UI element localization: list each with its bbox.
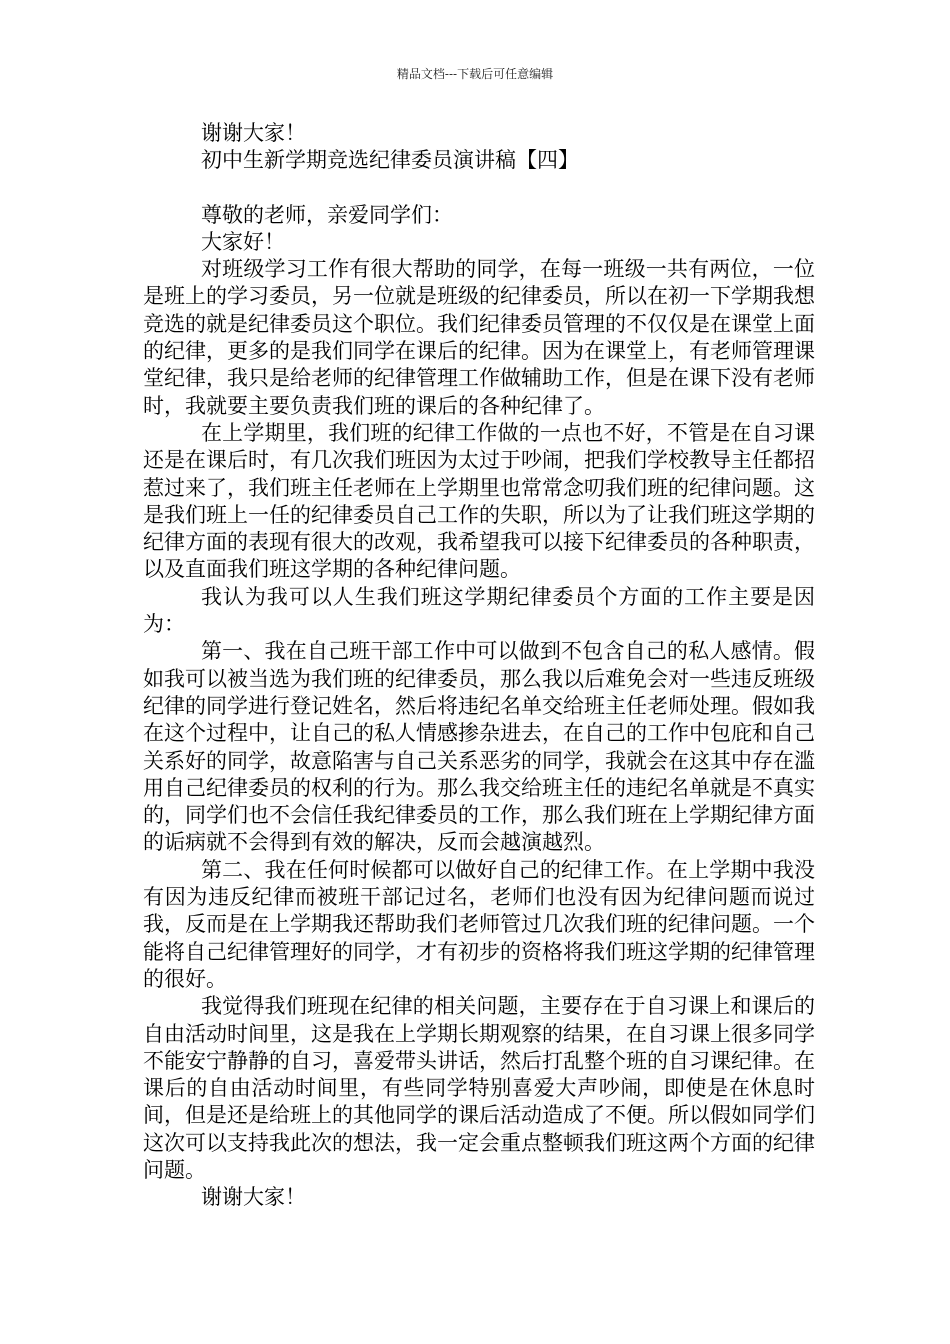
paragraph-3: 我认为我可以人生我们班这学期纪律委员个方面的工作主要是因为： bbox=[143, 584, 815, 637]
closing-thanks: 谢谢大家！ bbox=[201, 1185, 306, 1210]
page-header: 精品文档---下载后可任意编辑 bbox=[396, 67, 554, 81]
paragraph-1: 对班级学习工作有很大帮助的同学，在每一班级一共有两位，一位是班上的学习委员，另一位就是班级的纪律委员，所以在初一下学期我想竞选的就是纪律委员这个职位。我们纪律委员管理的不仅仅是在课堂上面的纪律，更多的是我们同学在课后的纪律。因为在课堂上，有老师管理课堂纪律，我只是给老师的纪律管理工作做辅助工作，但是在课下没有老师时，我就要主要负责我们班的课后的各种纪律了。 bbox=[143, 257, 815, 418]
salutation: 尊敬的老师，亲爱同学们： bbox=[201, 202, 453, 227]
closing-thanks-previous: 谢谢大家！ bbox=[201, 121, 306, 145]
paragraph-6: 我觉得我们班现在纪律的相关问题，主要存在于自习课上和课后的自由活动时间里，这是我在上学期长期观察的结果，在自习课上很多同学不能安宁静静的自习，喜爱带头讲话，然后打乱整个班的自习课纪律。在课后的自由活动时间里，有些同学特别喜爱大声吵闹，即使是在休息时间，但是还是给班上的其他同学的课后活动造成了不便。所以假如同学们这次可以支持我此次的想法，我一定会重点整顿我们班这两个方面的纪律问题。 bbox=[143, 994, 815, 1182]
document-body bbox=[143, 120, 815, 1212]
paragraph-5: 第二、我在任何时候都可以做好自己的纪律工作。在上学期中我没有因为违反纪律而被班干部记过名，老师们也没有因为纪律问题而说过我，反而是在上学期我还帮助我们老师管过几次我们班的纪律问题。一个能将自己纪律管理好的同学，才有初步的资格将我们班这学期的纪律管理的很好。 bbox=[143, 857, 815, 991]
speech-title: 初中生新学期竞选纪律委员演讲稿【四】 bbox=[201, 148, 579, 173]
greeting: 大家好！ bbox=[201, 229, 285, 254]
paragraph-4: 第一、我在自己班干部工作中可以做到不包含自己的私人感情。假如我可以被当选为我们班的纪律委员，那么我以后难免会对一些违反班级纪律的同学进行登记姓名，然后将违纪名单交给班主任老师处理。假如我在这个过程中，让自己的私人情感掺杂进去，在自己的工作中包庇和自己关系好的同学，故意陷害与自己关系恶劣的同学，我就会在这其中存在滥用自己纪律委员的权利的行为。那么我交给班主任的违纪名单就是不真实的，同学们也不会信任我纪律委员的工作，那么我们班在上学期纪律方面的诟病就不会得到有效的解决，反而会越演越烈。 bbox=[143, 639, 815, 855]
paragraph-2: 在上学期里，我们班的纪律工作做的一点也不好，不管是在自习课还是在课后时，有几次我们班因为太过于吵闹，把我们学校教导主任都招惹过来了，我们班主任老师在上学期里也常常念叨我们班的纪律问题。这是我们班上一任的纪律委员自己工作的失职，所以为了让我们班这学期的纪律方面的表现有很大的改观，我希望我可以接下纪律委员的各种职责，以及直面我们班这学期的各种纪律问题。 bbox=[143, 420, 815, 582]
blank-line bbox=[143, 175, 815, 202]
